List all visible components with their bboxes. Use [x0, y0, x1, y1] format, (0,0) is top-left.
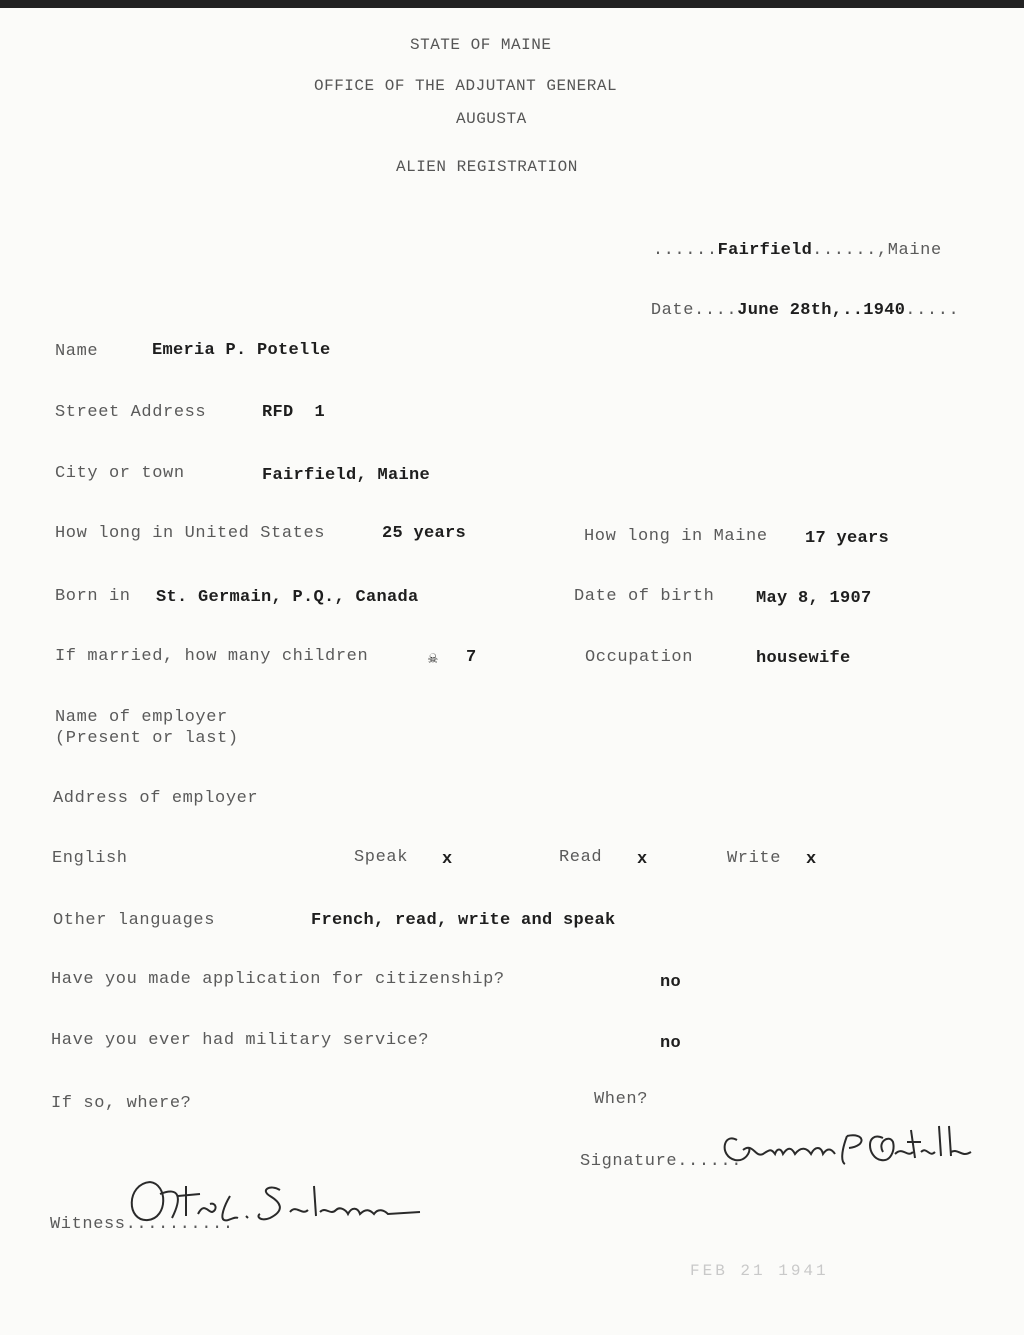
name-label: Name — [55, 342, 99, 361]
city-value: Fairfield, Maine — [262, 466, 431, 485]
scan-border — [0, 0, 1024, 8]
location-prefix: ...... — [652, 241, 718, 260]
occupation-label: Occupation — [585, 648, 694, 667]
english-label: English — [52, 849, 128, 868]
when-label: When? — [594, 1090, 649, 1109]
citizenship-label: Have you made application for citizenship? — [51, 970, 505, 989]
read-mark: x — [637, 850, 648, 869]
witness-label: Witness — [50, 1215, 126, 1234]
received-stamp: FEB 21 1941 — [690, 1262, 829, 1280]
children-value: 7 — [466, 648, 477, 667]
military-value: no — [660, 1034, 682, 1053]
date-suffix: ..... — [905, 301, 960, 320]
name-value: Emeria P. Potelle — [152, 341, 331, 360]
signature-dots: ...... — [677, 1152, 743, 1171]
military-label: Have you ever had military service? — [51, 1031, 430, 1050]
form-title: ALIEN REGISTRATION — [396, 158, 578, 176]
years-maine-value: 17 years — [805, 529, 890, 548]
street-value: RFD 1 — [262, 403, 326, 422]
occupation-value: housewife — [756, 649, 851, 668]
born-label: Born in — [55, 587, 131, 606]
speak-mark: x — [442, 850, 453, 869]
location-line — [612, 222, 942, 279]
write-label: Write — [727, 849, 782, 868]
read-label: Read — [559, 848, 603, 867]
city-label: City or town — [55, 464, 185, 483]
children-label: If married, how many children — [55, 647, 369, 666]
witness-dots: .......... — [125, 1215, 234, 1234]
born-value: St. Germain, P.Q., Canada — [156, 588, 419, 607]
years-maine-label: How long in Maine — [584, 527, 768, 546]
signature-label: Signature — [580, 1152, 678, 1171]
employer-sublabel: (Present or last) — [55, 729, 239, 748]
header-city: AUGUSTA — [456, 110, 527, 128]
dob-value: May 8, 1907 — [756, 589, 872, 608]
write-mark: x — [806, 850, 817, 869]
dob-label: Date of birth — [574, 587, 715, 606]
location-town: Fairfield — [717, 241, 813, 260]
citizenship-value: no — [660, 973, 682, 992]
speak-label: Speak — [354, 848, 409, 867]
header-office: OFFICE OF THE ADJUTANT GENERAL — [314, 77, 618, 95]
date-label: Date.... — [650, 301, 738, 320]
other-languages-value: French, read, write and speak — [311, 911, 616, 930]
where-label: If so, where? — [51, 1094, 192, 1113]
years-us-value: 25 years — [382, 524, 467, 543]
location-suffix: ......,Maine — [812, 241, 942, 260]
other-languages-label: Other languages — [53, 911, 216, 930]
date-line: Date....June 28th,..1940..... — [650, 301, 960, 320]
date-year: 1940 — [863, 301, 906, 320]
date-value: June 28th, — [737, 301, 843, 320]
employer-address-label: Address of employer — [53, 789, 259, 808]
children-strikeout-mark: ☠ — [428, 650, 438, 668]
street-label: Street Address — [55, 403, 207, 422]
employer-label: Name of employer — [55, 708, 228, 727]
applicant-signature — [715, 1112, 985, 1172]
witness-signature — [120, 1172, 450, 1234]
header-state: STATE OF MAINE — [410, 36, 552, 54]
years-us-label: How long in United States — [55, 524, 326, 543]
